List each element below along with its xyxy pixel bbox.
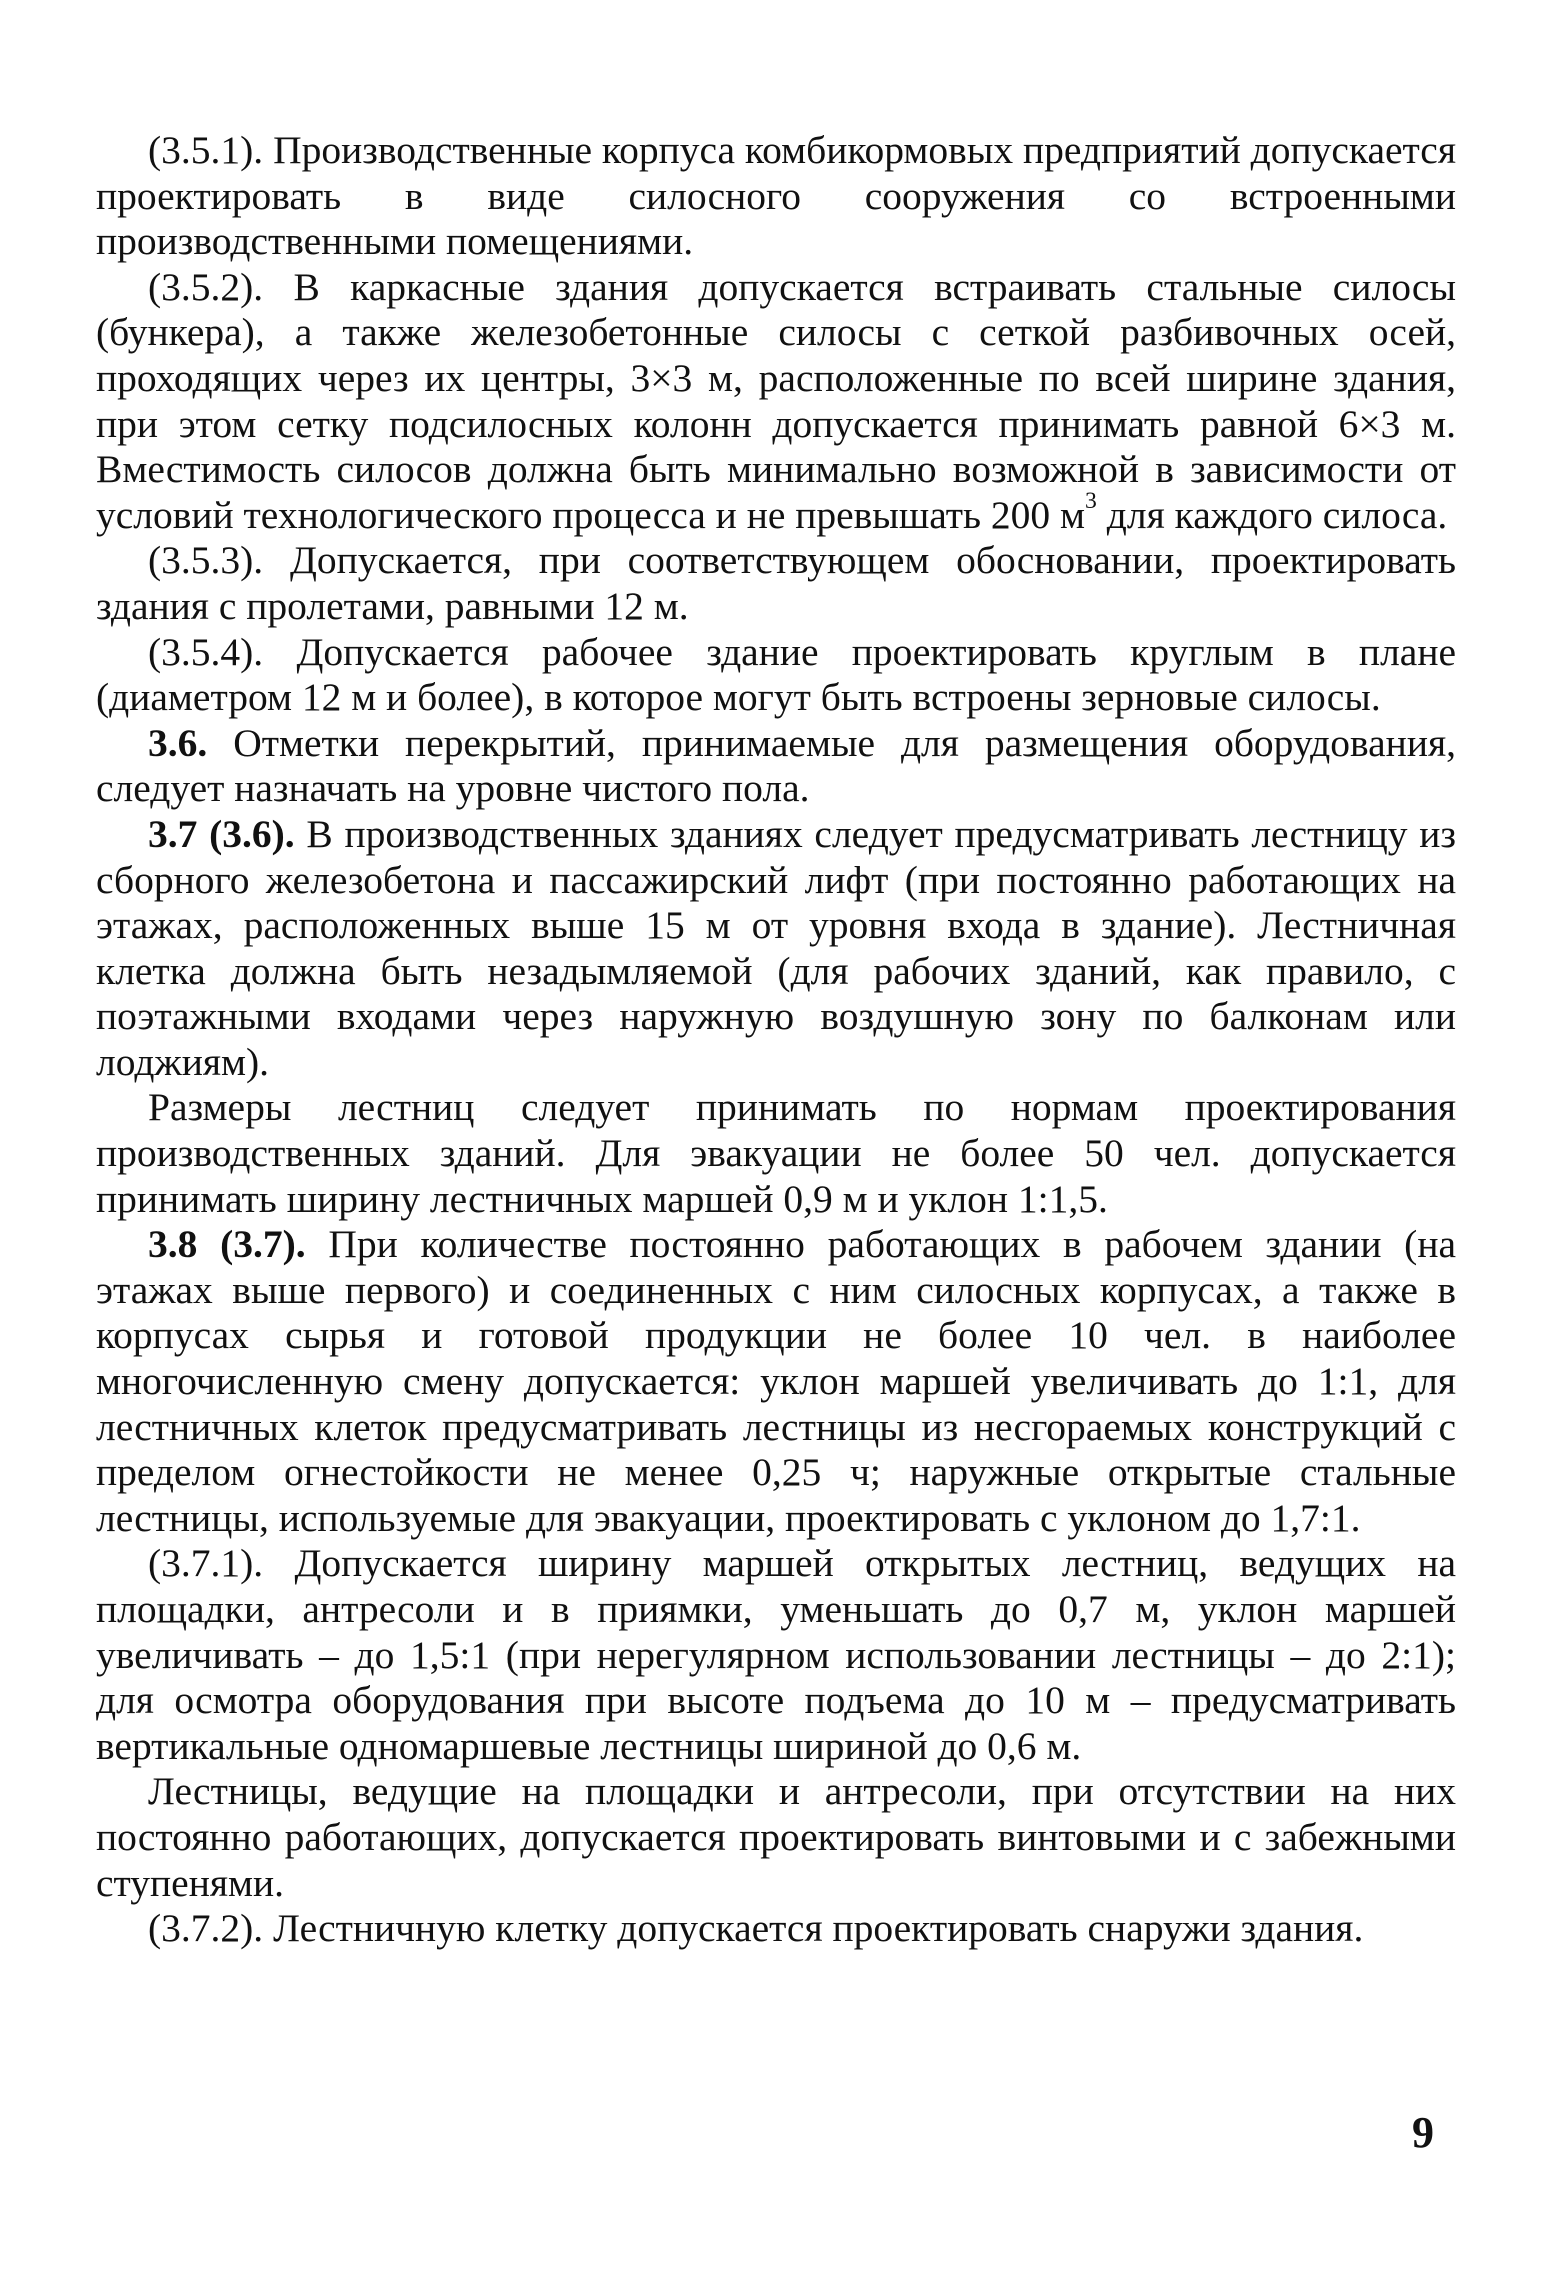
paragraph-text: Лестницы, ведущие на площадки и антресоли, при отсутствии на них постоянно работающих, допускается проектировать винтовыми и с забежными ступенями. [96, 1769, 1456, 1905]
paragraph-text: В каркасные здания допускается встраивать стальные силосы (бункера), а также железобетонные силосы с сеткой разбивочных осей, проходящих через их центры, 3×3 м, расположенные по всей ширине здания, при этом сетку подсилосных колонн допускается принимать равной 6×3 м. Вместимость силосов должна быть минимально возможной в зависимости от условий технологического процесса и не превышать 200 м [96, 264, 1456, 537]
paragraph-3-5-2 [96, 265, 1456, 539]
paragraph-3-7-continued [96, 1085, 1456, 1222]
paragraph-text: Допускается ширину маршей открытых лестниц, ведущих на площадки, антресоли и в приямки, уменьшать до 0,7 м, уклон маршей увеличивать – до 1,5:1 (при нерегулярном использовании лестницы – до 2:1); для осмотра оборудования при высоте подъема до 10 м – предусматривать вертикальные одномаршевые лестницы шириной до 0,6 м. [96, 1541, 1456, 1768]
clause-number: 3.8 (3.7). [148, 1222, 306, 1267]
clause-number: (3.5.1). [148, 128, 264, 172]
body-text [96, 128, 1456, 1952]
clause-number: 3.6. [148, 720, 208, 765]
clause-number: 3.7 (3.6). [148, 811, 295, 856]
paragraph-3-5-3 [96, 538, 1456, 629]
paragraph-3-8 [96, 1222, 1456, 1541]
clause-number: (3.7.1). [148, 1541, 264, 1586]
paragraph-3-7-2 [96, 1906, 1456, 1952]
paragraph-text: Размеры лестниц следует принимать по нормам проектирования производственных зданий. Для эвакуации не более 50 чел. допускается принимать ширину лестничных маршей 0,9 м и уклон 1:1,5. [96, 1085, 1456, 1221]
paragraph-3-7-1-continued [96, 1769, 1456, 1906]
paragraph-text: Допускается рабочее здание проектировать круглым в плане (диаметром 12 м и более), в которое могут быть встроены зерновые силосы. [96, 629, 1456, 720]
paragraph-text: В производственных зданиях следует предусматривать лестницу из сборного железобетона и пассажирский лифт (при постоянно работающих на этажах, расположенных выше 15 м от уровня входа в здание). Лестничная клетка должна быть незадымляемой (для рабочих зданий, как правило, с поэтажными входами через наружную воздушную зону по балконам или лоджиям). [96, 811, 1456, 1084]
paragraph-3-5-1 [96, 128, 1456, 265]
paragraph-3-7 [96, 812, 1456, 1086]
clause-number: (3.7.2). [148, 1906, 264, 1951]
paragraph-3-6 [96, 721, 1456, 812]
paragraph-text: При количестве постоянно работающих в рабочем здании (на этажах выше первого) и соединенных с ним силосных корпусах, а также в корпусах сырья и готовой продукции не более 10 чел. в наиболее многочисленную смену допускается: уклон маршей увеличивать до 1:1, для лестничных клеток предусматривать лестницы из несгораемых конструкций с пределом огнестойкости не менее 0,25 ч; наружные открытые стальные лестницы, используемые для эвакуации, проектировать с уклоном до 1,7:1. [96, 1222, 1456, 1540]
clause-number: (3.5.3). [148, 538, 264, 583]
paragraph-text: Допускается, при соответствующем обосновании, проектировать здания с пролетами, равными 12 м. [96, 538, 1456, 628]
paragraph-3-5-4 [96, 630, 1456, 721]
clause-number: (3.5.4). [148, 629, 264, 674]
clause-number: (3.5.2). [148, 264, 264, 309]
page-number: 9 [1412, 2108, 1434, 2157]
paragraph-text: Лестничную клетку допускается проектировать снаружи здания. [263, 1906, 1364, 1951]
superscript: 3 [1085, 487, 1097, 514]
paragraph-text: Отметки перекрытий, принимаемые для размещения оборудования, следует назначать на уровне чистого пола. [96, 720, 1456, 811]
paragraph-3-7-1 [96, 1541, 1456, 1769]
paragraph-text: Производственные корпуса комбикормовых предприятий допускается проектировать в виде силосного сооружения со встроенными производственными помещениями. [96, 128, 1456, 264]
paragraph-text-tail: для каждого силоса. [1096, 492, 1448, 537]
